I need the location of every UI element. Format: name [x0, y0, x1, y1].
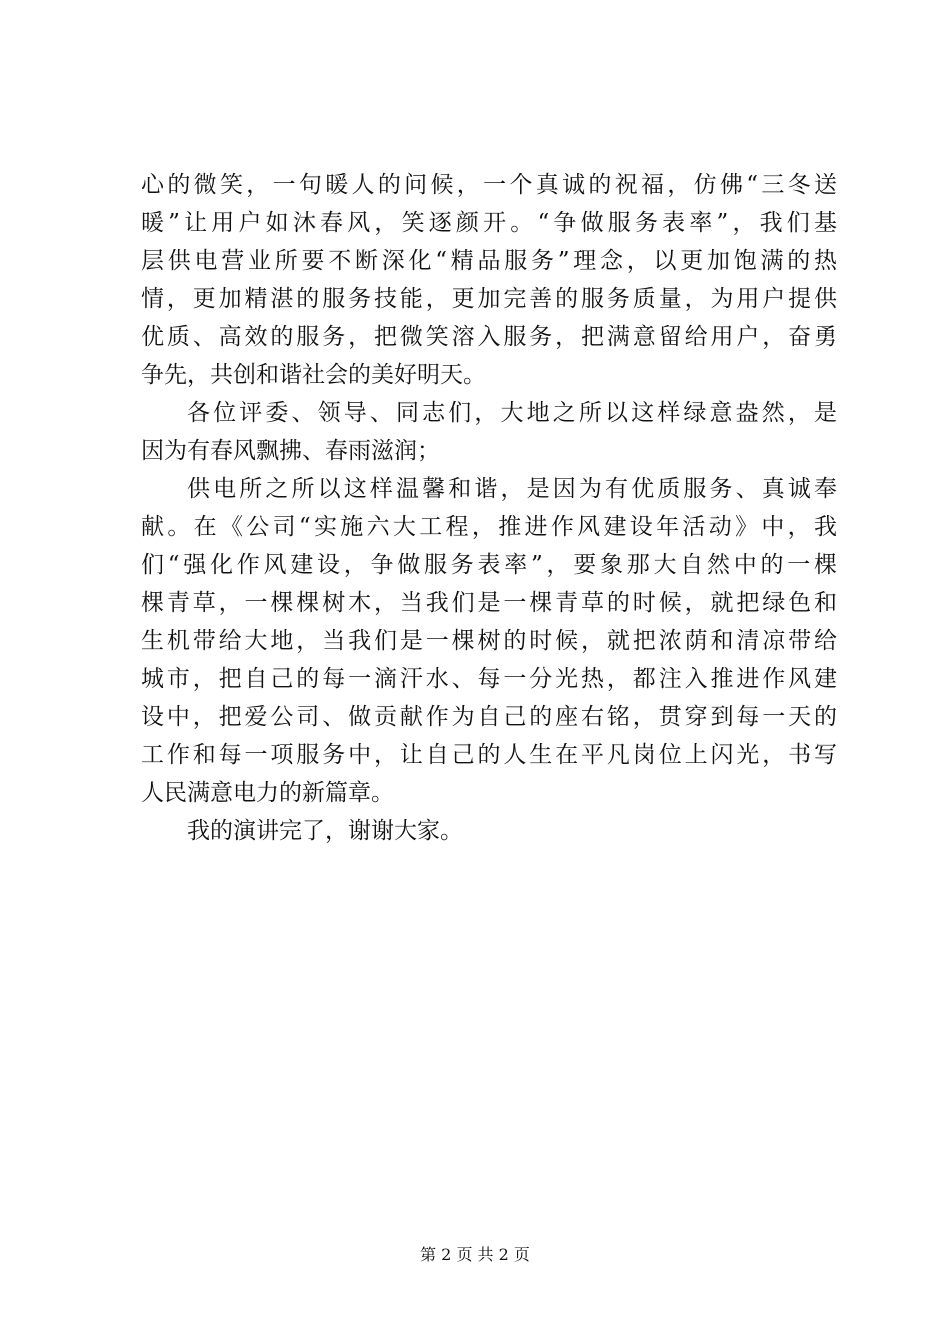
document-body — [141, 166, 837, 850]
text-line: 供电所之所以这样温馨和谐，是因为有优质服务、真诚奉 — [187, 476, 837, 502]
paragraph-2 — [141, 394, 837, 470]
text-line: 设中，把爱公司、做贡献作为自己的座右铭，贯穿到每一天的 — [141, 704, 837, 730]
text-line: 棵青草，一棵棵树木，当我们是一棵青草的时候，就把绿色和 — [141, 590, 837, 616]
text-line: 人民满意电力的新篇章。 — [141, 780, 394, 806]
text-line: 献。在《公司“实施六大工程，推进作风建设年活动》中，我 — [141, 514, 837, 540]
text-line: 层供电营业所要不断深化“精品服务”理念，以更加饱满的热 — [141, 248, 837, 274]
text-line: 因为有春风飘拂、春雨滋润； — [141, 438, 440, 464]
text-line: 情，更加精湛的服务技能，更加完善的服务质量，为用户提供 — [141, 286, 837, 312]
page-number-footer: 第 2 页 共 2 页 — [420, 1245, 530, 1264]
paragraph-4 — [141, 812, 837, 850]
text-line: 们“强化作风建设，争做服务表率”，要象那大自然中的一棵 — [141, 552, 837, 578]
text-line: 心的微笑，一句暖人的问候，一个真诚的祝福，仿佛“三冬送 — [141, 172, 837, 198]
text-line: 优质、高效的服务，把微笑溶入服务，把满意留给用户，奋勇 — [141, 324, 837, 350]
paragraph-3 — [141, 470, 837, 812]
text-line: 争先，共创和谐社会的美好明天。 — [141, 362, 486, 388]
paragraph-1 — [141, 166, 837, 394]
text-line: 各位评委、领导、同志们，大地之所以这样绿意盎然，是 — [187, 400, 837, 426]
text-line: 生机带给大地，当我们是一棵树的时候，就把浓荫和清凉带给 — [141, 628, 837, 654]
text-line: 城市，把自己的每一滴汗水、每一分光热，都注入推进作风建 — [141, 666, 837, 692]
text-line: 暖”让用户如沐春风，笑逐颜开。“争做服务表率”，我们基 — [141, 210, 837, 236]
text-line: 我的演讲完了，谢谢大家。 — [187, 818, 463, 844]
text-line: 工作和每一项服务中，让自己的人生在平凡岗位上闪光，书写 — [141, 742, 837, 768]
